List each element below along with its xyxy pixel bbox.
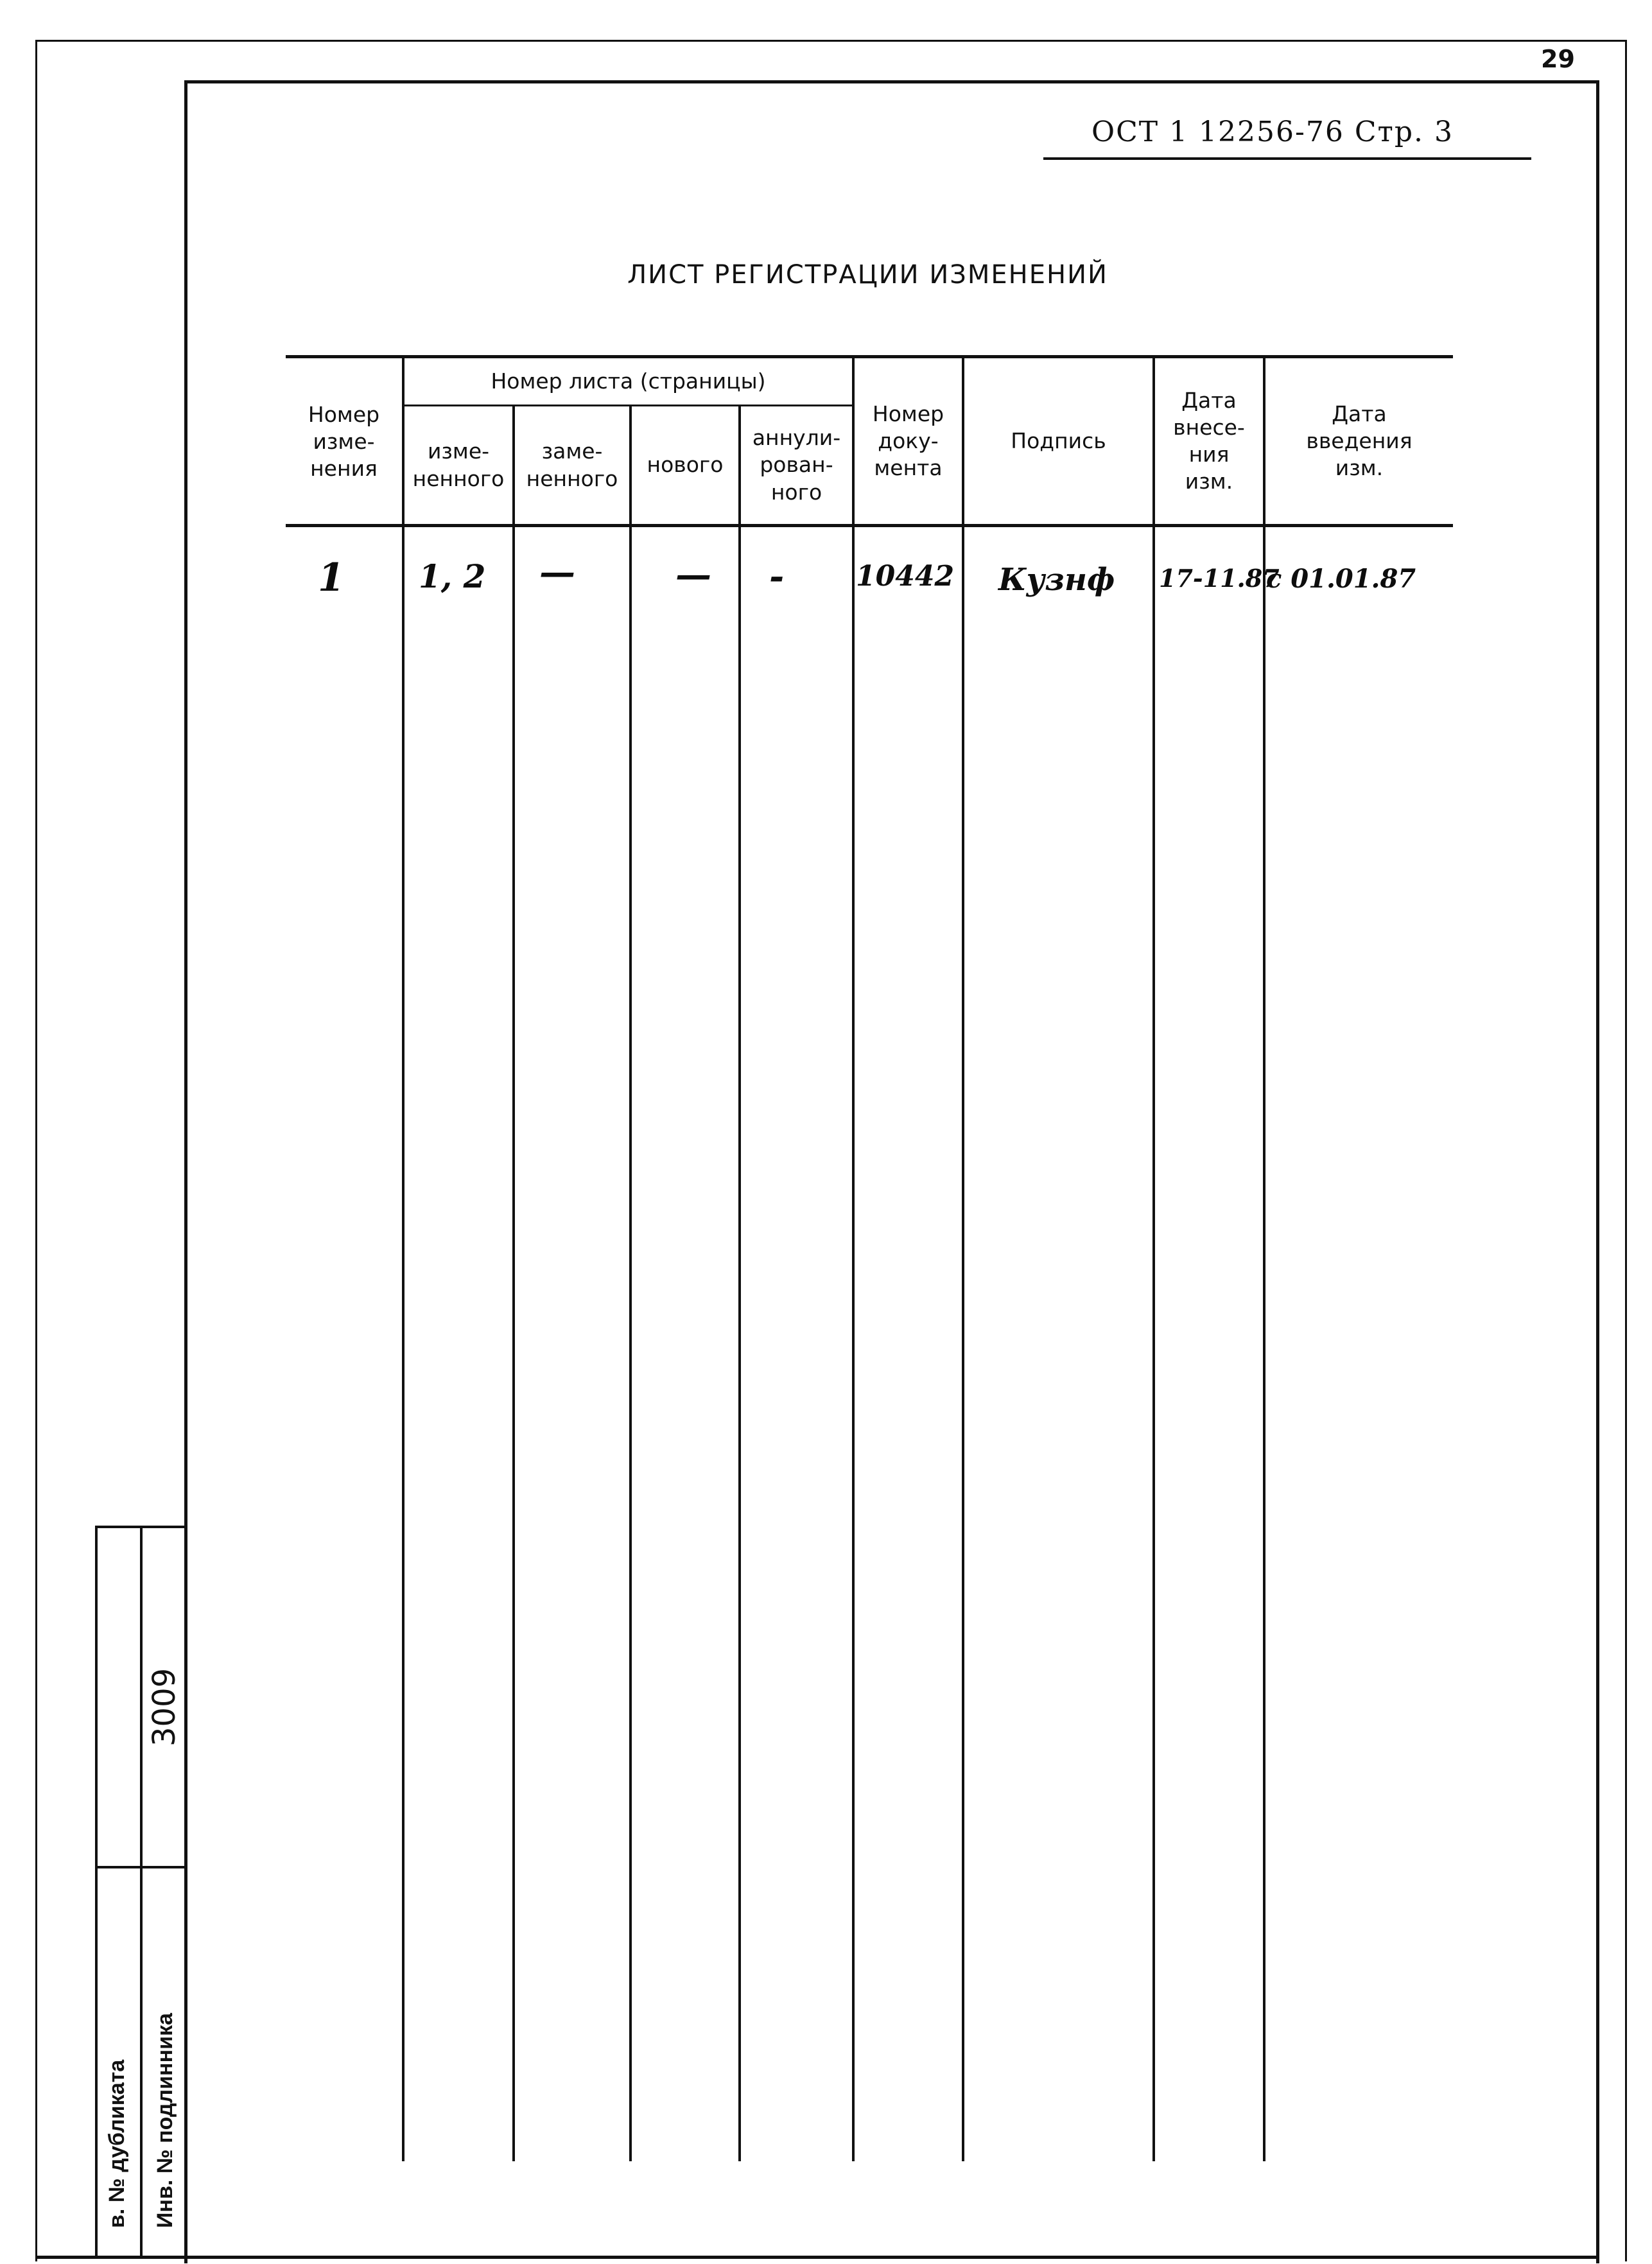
header-doc-number: Номер доку- мента [872,401,944,481]
cell-date-effective: с 01.01.87 [1266,564,1416,594]
inner-frame-left [184,80,187,2263]
column-line [512,406,515,2161]
header-annulled: аннули- рован- ного [752,425,841,505]
inner-frame-right [1596,80,1599,2263]
header-changed: изме- ненного [412,439,505,491]
column-line [1152,357,1155,2161]
header-change-number: Номер изме- нения [308,401,380,482]
cell-replaced: — [539,551,575,593]
side-panel-left [95,1526,98,2258]
header-signature: Подпись [1011,428,1106,453]
header-date-effective: Дата введения изм. [1306,401,1413,481]
duplicate-number-label: в. № дубликата [105,2059,129,2228]
document-code-underline [1043,157,1531,160]
column-line [1263,357,1265,2161]
column-line [629,406,632,2161]
header-new: нового [647,452,724,478]
cell-annulled: - [769,555,785,598]
page-title: ЛИСТ РЕГИСТРАЦИИ ИЗМЕНЕНИЙ [627,260,1108,290]
table-header-bottom-line [286,524,1453,527]
outer-frame-left [35,40,37,2261]
column-line [962,357,964,2161]
inner-frame-top [185,80,1599,83]
cell-doc-number: 10442 [856,560,955,593]
document-code: ОСТ 1 12256-76 Стр. 3 [1091,116,1454,148]
inner-frame-bottom [35,2256,1599,2259]
header-sheet-number-group: Номер листа (страницы) [491,368,766,394]
original-number-label: Инв. № подлинника [153,2013,177,2228]
cell-new: — [675,553,711,596]
page-number: 29 [1541,45,1575,73]
outer-frame-top [35,40,1626,42]
original-inventory-number: 3009 [146,1668,182,1746]
cell-date-entered: 17-11.87 [1159,564,1280,593]
cell-change-number: 1 [318,555,345,600]
column-line [852,357,855,2161]
outer-frame-right [1625,40,1627,2261]
cell-signature: Кузнф [998,562,1115,598]
header-date-entered: Дата внесе- ния изм. [1173,387,1245,494]
side-panel-middle [140,1526,143,2258]
column-line [402,357,404,2161]
header-replaced: заме- ненного [526,439,618,491]
column-line [738,406,741,2161]
cell-changed: 1, 2 [419,557,486,595]
